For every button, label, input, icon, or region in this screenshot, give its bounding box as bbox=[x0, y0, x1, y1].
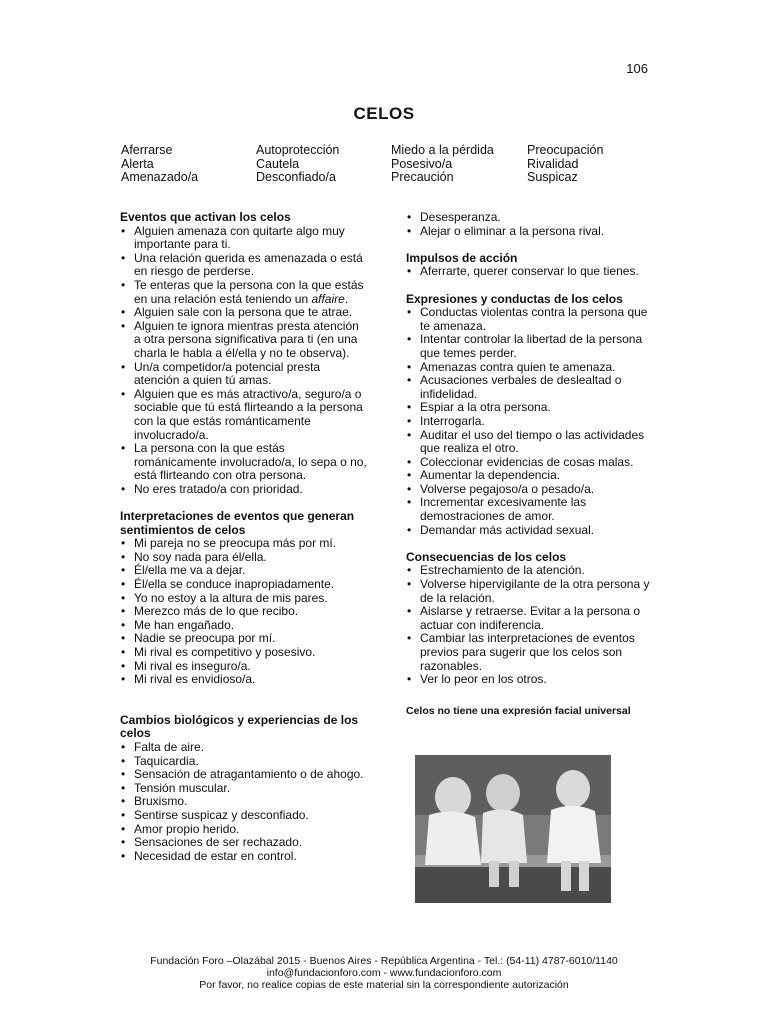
synonyms-column-4 bbox=[527, 144, 657, 185]
list-item: • Aferrarte, querer conservar lo que tienes. bbox=[406, 265, 652, 279]
list-item: • Me han engañado. bbox=[120, 619, 368, 633]
page-title: CELOS bbox=[353, 104, 415, 123]
list-item: • Yo no estoy a la altura de mis pares. bbox=[120, 592, 368, 606]
synonym: Posesivo/a bbox=[391, 156, 453, 171]
footer bbox=[0, 955, 768, 991]
children-photo-illustration bbox=[415, 755, 611, 903]
list-item: • Volverse pegajoso/a o pesado/a. bbox=[406, 483, 652, 497]
list-item: • Conductas violentas contra la persona que te amenaza. bbox=[406, 306, 652, 333]
list-item: • Te enteras que la persona con la que estás en una relación está teniendo un affaire. bbox=[120, 279, 368, 306]
synonym: Suspicaz bbox=[527, 170, 578, 185]
footer-address: Fundación Foro –Olazábal 2015 - Buenos Aires - República Argentina - Tel.: (54-11) 4787-6010/1140 bbox=[150, 955, 618, 967]
list-item: • Alguien sale con la persona que te atrae. bbox=[120, 306, 368, 320]
affaire-word: affaire bbox=[311, 291, 345, 306]
synonym: Aferrarse bbox=[121, 143, 173, 157]
section-impulsos bbox=[406, 252, 652, 279]
list-item: • Sensación de atragantamiento o de ahogo. bbox=[120, 768, 368, 782]
bullet-list bbox=[406, 306, 652, 537]
list-item: • La persona con la que estás románicamente involucrado/a, lo sepa o no, está flirteando con otra persona. bbox=[120, 442, 368, 483]
list-item: • Una relación querida es amenazada o está en riesgo de perderse. bbox=[120, 252, 368, 279]
synonym: Rivalidad bbox=[527, 156, 579, 171]
footer-contact: info@fundacionforo.com - www.fundacionforo.com bbox=[266, 967, 502, 979]
list-item: • Alguien amenaza con quitarte algo muy importante para ti. bbox=[120, 225, 368, 252]
section-title: Eventos que activan los celos bbox=[120, 210, 291, 224]
section-cambios bbox=[120, 714, 368, 864]
right-column bbox=[406, 211, 652, 718]
section-expresiones bbox=[406, 293, 652, 538]
section-consecuencias bbox=[406, 551, 652, 687]
section-eventos bbox=[120, 211, 368, 496]
footer-copyright-notice: Por favor, no realice copias de este material sin la correspondiente autorización bbox=[199, 979, 569, 991]
section-title: Interpretaciones de eventos que generan sentimientos de celos bbox=[120, 509, 355, 537]
synonym: Precaución bbox=[391, 170, 454, 185]
section-title: Expresiones y conductas de los celos bbox=[406, 291, 623, 306]
synonyms-column-3 bbox=[391, 144, 521, 185]
list-item: • Mi rival es envidioso/a. bbox=[120, 673, 368, 687]
list-item-text: Te enteras que la persona con la que estás en una relación está teniendo un bbox=[134, 277, 364, 306]
synonyms-column-2 bbox=[256, 144, 386, 185]
synonym: Desconfiado/a bbox=[256, 170, 336, 185]
bullet-list bbox=[120, 537, 368, 687]
list-item: • Volverse hipervigilante de la otra persona y de la relación. bbox=[406, 578, 652, 605]
list-item: • Alguien que es más atractivo/a, seguro/a o sociable que tú está flirteando a la persona con la que estás románticamente involucrado/a. bbox=[120, 388, 368, 442]
list-item: • No soy nada para él/ella. bbox=[120, 551, 368, 565]
list-item: • Desesperanza. bbox=[406, 211, 652, 225]
list-item: • Merezco más de lo que recibo. bbox=[120, 605, 368, 619]
list-item: • No eres tratado/a con prioridad. bbox=[120, 483, 368, 497]
list-item: • Acusaciones verbales de deslealtad o infidelidad. bbox=[406, 374, 652, 401]
synonym: Preocupación bbox=[527, 143, 604, 157]
list-item: • Espiar a la otra persona. bbox=[406, 401, 652, 415]
list-item: • Auditar el uso del tiempo o las actividades que realiza el otro. bbox=[406, 429, 652, 456]
synonym: Autoprotección bbox=[256, 143, 340, 157]
bullet-list bbox=[406, 564, 652, 686]
section-title: Cambios biológicos y experiencias de los celos bbox=[120, 712, 359, 741]
list-item: • Interrogarla. bbox=[406, 415, 652, 429]
list-item: • Mi rival es inseguro/a. bbox=[120, 660, 368, 674]
bullet-list-continued bbox=[406, 211, 652, 238]
list-item: • Mi rival es competitivo y posesivo. bbox=[120, 646, 368, 660]
list-item: • Estrechamiento de la atención. bbox=[406, 564, 652, 578]
list-item: • Bruxismo. bbox=[120, 795, 368, 809]
list-item: • Alguien te ignora mientras presta atención a otra persona significativa para ti (en una charla le habla a él/ella y no te observa). bbox=[120, 320, 368, 361]
list-item: • Un/a competidor/a potencial presta atención a quien tú amas. bbox=[120, 361, 368, 388]
list-item: • Aislarse y retraerse. Evitar a la persona o actuar con indiferencia. bbox=[406, 605, 652, 632]
children-photo bbox=[415, 755, 611, 903]
list-item: • Sentirse suspicaz y desconfiado. bbox=[120, 809, 368, 823]
section-title: Consecuencias de los celos bbox=[406, 549, 567, 564]
list-item: • Tensión muscular. bbox=[120, 782, 368, 796]
list-item: • Intentar controlar la libertad de la persona que temes perder. bbox=[406, 333, 652, 360]
list-item: • Aumentar la dependencia. bbox=[406, 469, 652, 483]
synonym: Amenazado/a bbox=[121, 170, 199, 185]
left-column bbox=[120, 211, 368, 863]
synonym: Cautela bbox=[256, 156, 300, 171]
list-item: • Incrementar excesivamente las demostraciones de amor. bbox=[406, 496, 652, 523]
list-item: • Taquicardia. bbox=[120, 755, 368, 769]
bullet-list bbox=[120, 225, 368, 497]
list-item: • Cambiar las interpretaciones de eventos previos para sugerir que los celos son razonables. bbox=[406, 632, 652, 673]
list-item: • Amenazas contra quien te amenaza. bbox=[406, 361, 652, 375]
bullet-list bbox=[120, 741, 368, 863]
list-item: • Coleccionar evidencias de cosas malas. bbox=[406, 456, 652, 470]
page-number: 106 bbox=[626, 61, 648, 76]
list-item: • Falta de aire. bbox=[120, 741, 368, 755]
list-item: • Sensaciones de ser rechazado. bbox=[120, 836, 368, 850]
section-title: Impulsos de acción bbox=[406, 250, 518, 265]
photo-caption: Celos no tiene una expresión facial universal bbox=[406, 704, 631, 717]
list-item: • Ver lo peor en los otros. bbox=[406, 673, 652, 687]
list-item: • Mi pareja no se preocupa más por mí. bbox=[120, 537, 368, 551]
list-item: • Él/ella me va a dejar. bbox=[120, 564, 368, 578]
synonym: Miedo a la pérdida bbox=[391, 143, 494, 157]
synonyms-column-1 bbox=[121, 144, 251, 185]
list-item: • Nadie se preocupa por mí. bbox=[120, 632, 368, 646]
section-interpretaciones bbox=[120, 510, 368, 687]
bullet-list bbox=[406, 265, 652, 279]
list-item: • Demandar más actividad sexual. bbox=[406, 524, 652, 538]
list-item: • Él/ella se conduce inapropiadamente. bbox=[120, 578, 368, 592]
list-item: • Alejar o eliminar a la persona rival. bbox=[406, 225, 652, 239]
list-item: • Amor propio herido. bbox=[120, 823, 368, 837]
synonym: Alerta bbox=[121, 156, 154, 171]
list-item: • Necesidad de estar en control. bbox=[120, 850, 368, 864]
